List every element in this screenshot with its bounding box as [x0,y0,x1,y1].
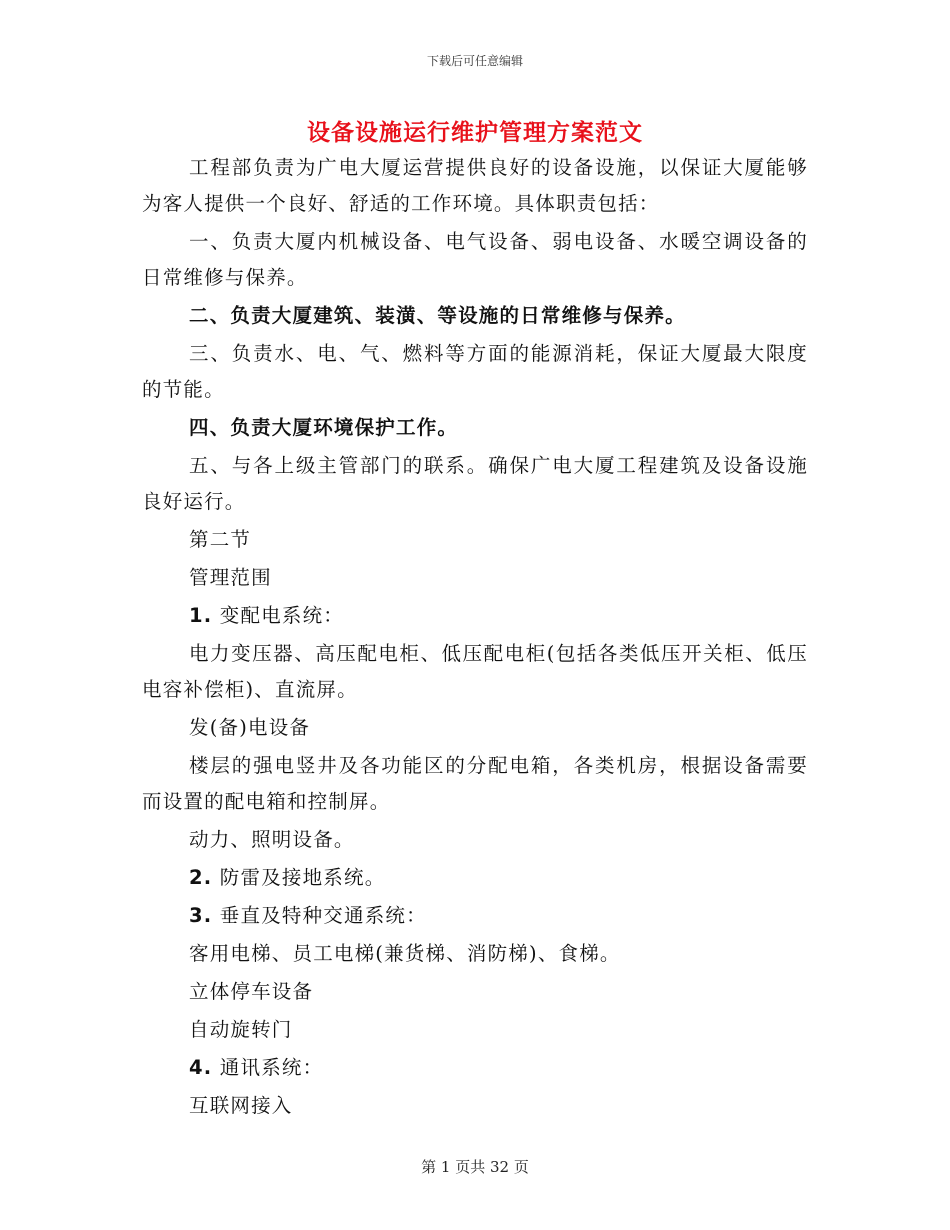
section-subheading: 管理范围 [189,566,272,589]
paragraph-generator: 发(备)电设备 [189,716,311,739]
paragraph-duty-4: 四、负责大厦环境保护工作。 [189,416,459,439]
list-number: 3. [189,904,213,927]
paragraph-distribution: 楼层的强电竖井及各功能区的分配电箱，各类机房，根据设备需要而设置的配电箱和控制屏。 [142,754,808,813]
paragraph-power-lighting: 动力、照明设备。 [189,828,355,851]
paragraph-duty-5: 五、与各上级主管部门的联系。确保广电大厦工程建筑及设备设施良好运行。 [142,454,808,513]
document-body [142,150,808,1126]
paragraph-revolving-door: 自动旋转门 [189,1018,293,1041]
paragraph-duty-1: 一、负责大厦内机械设备、电气设备、弱电设备、水暖空调设备的日常维修与保养。 [142,230,808,289]
list-number: 2. [189,866,213,889]
list-item-text: 变配电系统： [219,604,344,627]
paragraph-elevators: 客用电梯、员工电梯(兼货梯、消防梯)、食梯。 [189,942,621,965]
page-header-note: 下载后可任意编辑 [426,54,523,68]
list-item-text: 防雷及接地系统。 [219,866,386,889]
list-item-3 [142,898,808,934]
document-title: 设备设施运行维护管理方案范文 [307,120,643,146]
list-item-text: 垂直及特种交通系统： [219,904,427,927]
paragraph-transformer: 电力变压器、高压配电柜、低压配电柜(包括各类低压开关柜、低压电容补偿柜)、直流屏。 [142,642,808,701]
list-item-1 [142,598,808,634]
list-item-2 [142,860,808,896]
section-heading: 第二节 [189,528,252,551]
paragraph-duty-2: 二、负责大厦建筑、装潢、等设施的日常维修与保养。 [189,304,686,327]
list-item-4 [142,1050,808,1086]
paragraph-duty-3: 三、负责水、电、气、燃料等方面的能源消耗，保证大厦最大限度的节能。 [142,342,808,401]
paragraph-internet: 互联网接入 [189,1094,293,1117]
page-number: 第 1 页共 32 页 [421,1158,529,1176]
list-number: 1. [189,604,213,627]
paragraph-intro: 工程部负责为广电大厦运营提供良好的设备设施，以保证大厦能够为客人提供一个良好、舒适的工作环境。具体职责包括： [142,156,808,215]
list-item-text: 通讯系统： [219,1056,324,1079]
list-number: 4. [189,1056,213,1079]
paragraph-parking: 立体停车设备 [189,980,314,1003]
